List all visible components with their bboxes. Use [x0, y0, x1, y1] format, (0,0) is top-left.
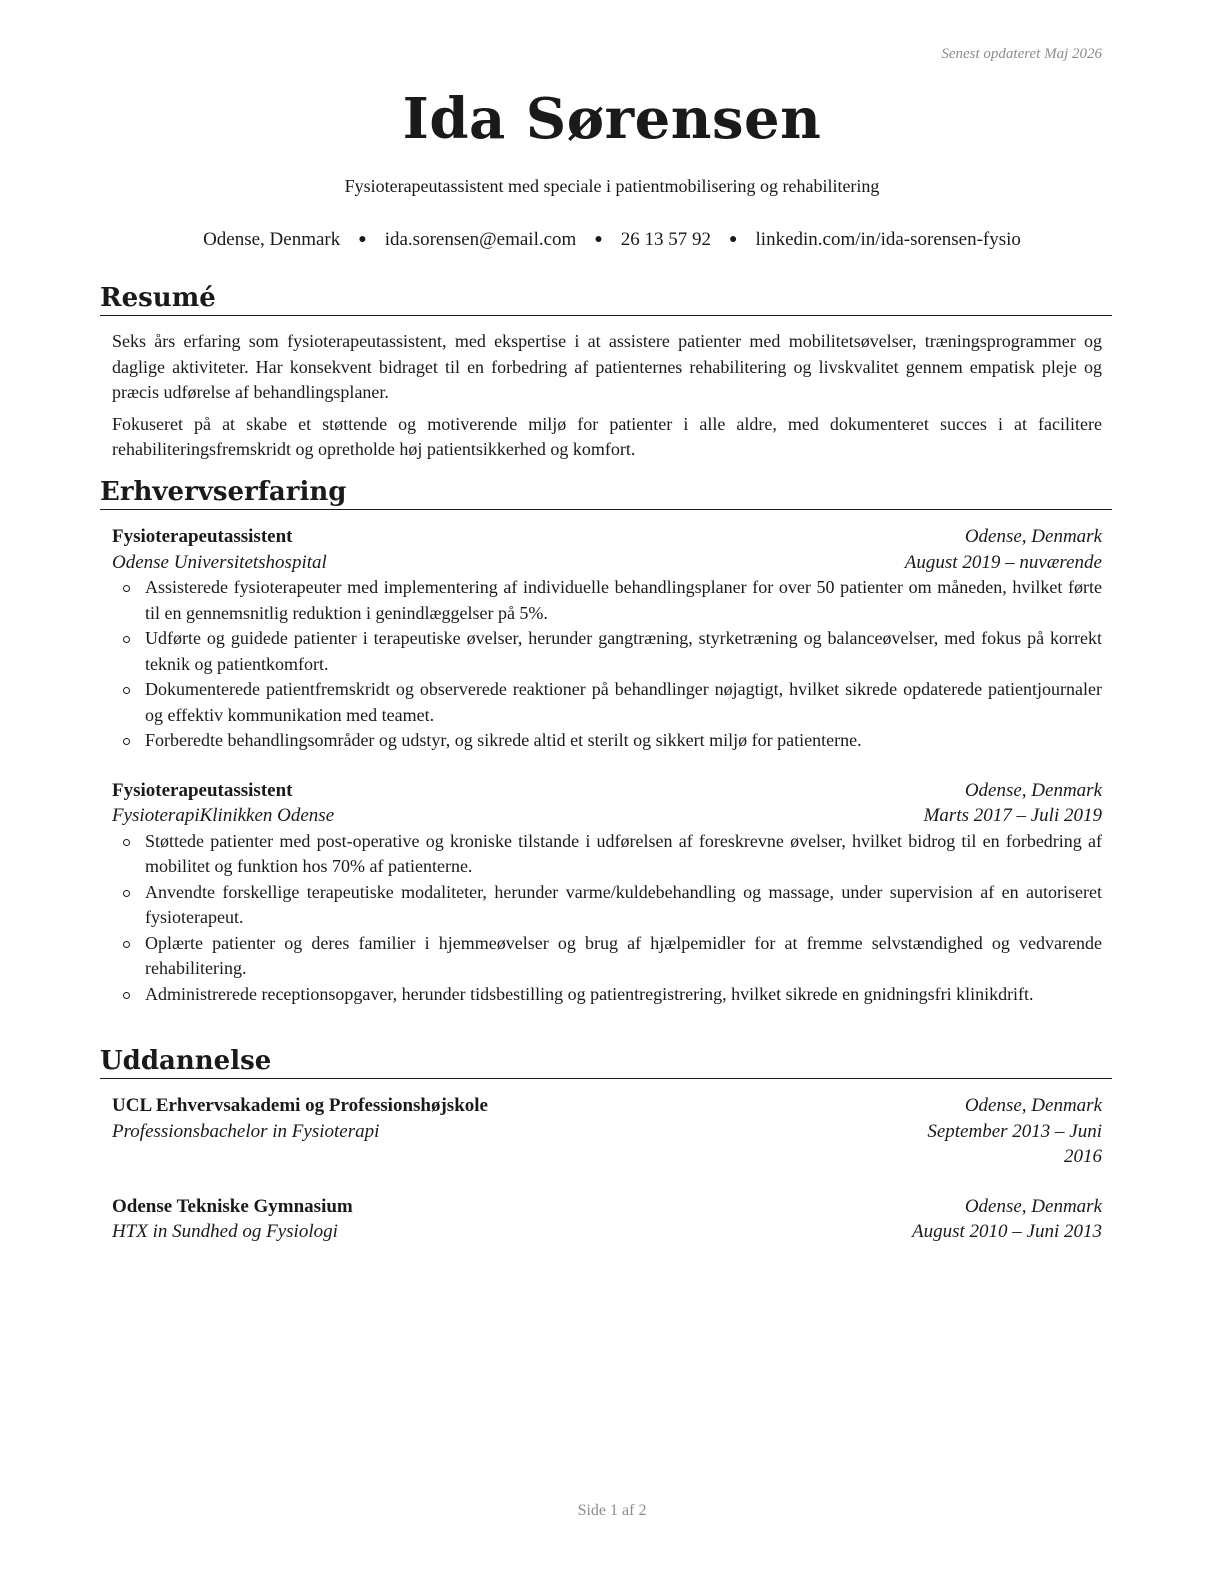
job-bullet: Oplærte patienter og deres familier i hjemmeøvelser og brug af hjælpemidler for at fremme selvstændighed og vedvarende rehabilitering. — [112, 931, 1102, 982]
degree-name: HTX in Sundhed og Fysiologi — [112, 1221, 338, 1242]
education-dates-line: September 2013 – Juni — [927, 1120, 1102, 1142]
job-entry — [112, 778, 1102, 1008]
contact-linkedin[interactable]: linkedin.com/in/ida-sorensen-fysio — [755, 229, 1021, 250]
job-bullet: Dokumenterede patientfremskridt og observerede reaktioner på behandlinger nøjagtigt, hvilket sikrede opdaterede patientjournaler og effektiv kommunikation med teamet. — [112, 677, 1102, 728]
school-name: Odense Tekniske Gymnasium — [112, 1195, 353, 1217]
job-location: Odense, Denmark — [964, 779, 1102, 801]
experience-section — [100, 476, 1112, 1007]
job-dates: Marts 2017 – Juli 2019 — [923, 805, 1102, 826]
degree-name: Professionsbachelor in Fysioterapi — [112, 1120, 380, 1142]
candidate-subtitle: Fysioterapeutassistent med speciale i patientmobilisering og rehabilitering — [344, 176, 880, 196]
job-bullet: Støttede patienter med post-operative og kroniske tilstande i udførelsen af foreskrevne øvelser, hvilket bidrog til en forbedring af mobilitet og funktion hos 70% af patienterne. — [112, 829, 1102, 880]
separator-dot: ● — [729, 232, 738, 247]
job-dates: August 2019 – nuværende — [904, 551, 1102, 573]
job-title: Fysioterapeutassistent — [112, 526, 293, 547]
job-bullet: Anvendte forskellige terapeutiske modaliteter, herunder varme/kuldebehandling og massage, under supervision af en autoriseret fysioterapeut. — [112, 880, 1102, 931]
job-title: Fysioterapeutassistent — [112, 779, 293, 801]
job-bullet-list — [112, 829, 1102, 1008]
section-heading-summary: Resumé — [100, 282, 1112, 316]
job-bullet-list — [112, 575, 1102, 754]
job-entry — [112, 524, 1102, 754]
school-name: UCL Erhvervsakademi og Professionshøjskole — [112, 1095, 488, 1116]
job-bullet: Administrerede receptionsopgaver, herunder tidsbestilling og patientregistrering, hvilket sikrede en gnidningsfri klinikdrift. — [112, 982, 1102, 1008]
job-location: Odense, Denmark — [964, 526, 1102, 547]
education-section — [100, 1045, 1112, 1245]
education-entry — [112, 1093, 1102, 1170]
school-location: Odense, Denmark — [964, 1095, 1102, 1116]
education-dates — [927, 1119, 1102, 1170]
section-heading-education: Uddannelse — [100, 1045, 1112, 1079]
education-dates: August 2010 – Juni 2013 — [912, 1221, 1102, 1242]
contact-email[interactable]: ida.sorensen@email.com — [384, 229, 577, 250]
school-location: Odense, Denmark — [964, 1195, 1102, 1217]
education-entry — [112, 1194, 1102, 1245]
job-bullet: Assisterede fysioterapeuter med implementering af individuelle behandlingsplaner for over 50 patienter om måneden, hvilket førte til en gennemsnitlig reduktion i genindlæggelser på 5%. — [112, 575, 1102, 626]
section-heading-experience: Erhvervserfaring — [100, 476, 1112, 510]
summary-paragraph: Fokuseret på at skabe et støttende og motiverende miljø for patienter i alle aldre, med dokumenteret succes i at facilitere rehabiliteringsfremskridt og opretholde høj patientsikkerhed og komfort. — [112, 413, 1102, 459]
separator-dot: ● — [358, 232, 367, 247]
job-employer: FysioterapiKlinikken Odense — [112, 805, 335, 826]
job-employer: Odense Universitetshospital — [112, 551, 327, 573]
contact-location: Odense, Denmark — [203, 229, 341, 250]
separator-dot: ● — [594, 232, 603, 247]
job-bullet: Udførte og guidede patienter i terapeutiske øvelser, herunder gangtræning, styrketræning og balanceøvelser, med fokus på korrekt teknik og patientkomfort. — [112, 626, 1102, 677]
summary-section — [100, 282, 1112, 463]
last-updated-note: Senest opdateret Maj 2026 — [941, 46, 1102, 62]
page-number: Side 1 af 2 — [577, 1502, 647, 1519]
job-bullet: Forberedte behandlingsområder og udstyr, og sikrede altid et sterilt og sikkert miljø for patienterne. — [112, 728, 1102, 754]
summary-paragraph: Seks års erfaring som fysioterapeutassistent, med ekspertise i at assistere patienter med mobilitetsøvelser, træningsprogrammer og daglige aktiviteter. Har konsekvent bidraget til en forbedring af patienternes rehabilitering og livskvalitet gennem empatisk pleje og præcis udførelse af behandlingsplaner. — [112, 331, 1102, 402]
education-dates-line: 2016 — [1064, 1146, 1102, 1167]
contact-phone: 26 13 57 92 — [620, 229, 712, 250]
contact-line — [0, 229, 1224, 251]
candidate-name: Ida Sørensen — [402, 86, 822, 152]
